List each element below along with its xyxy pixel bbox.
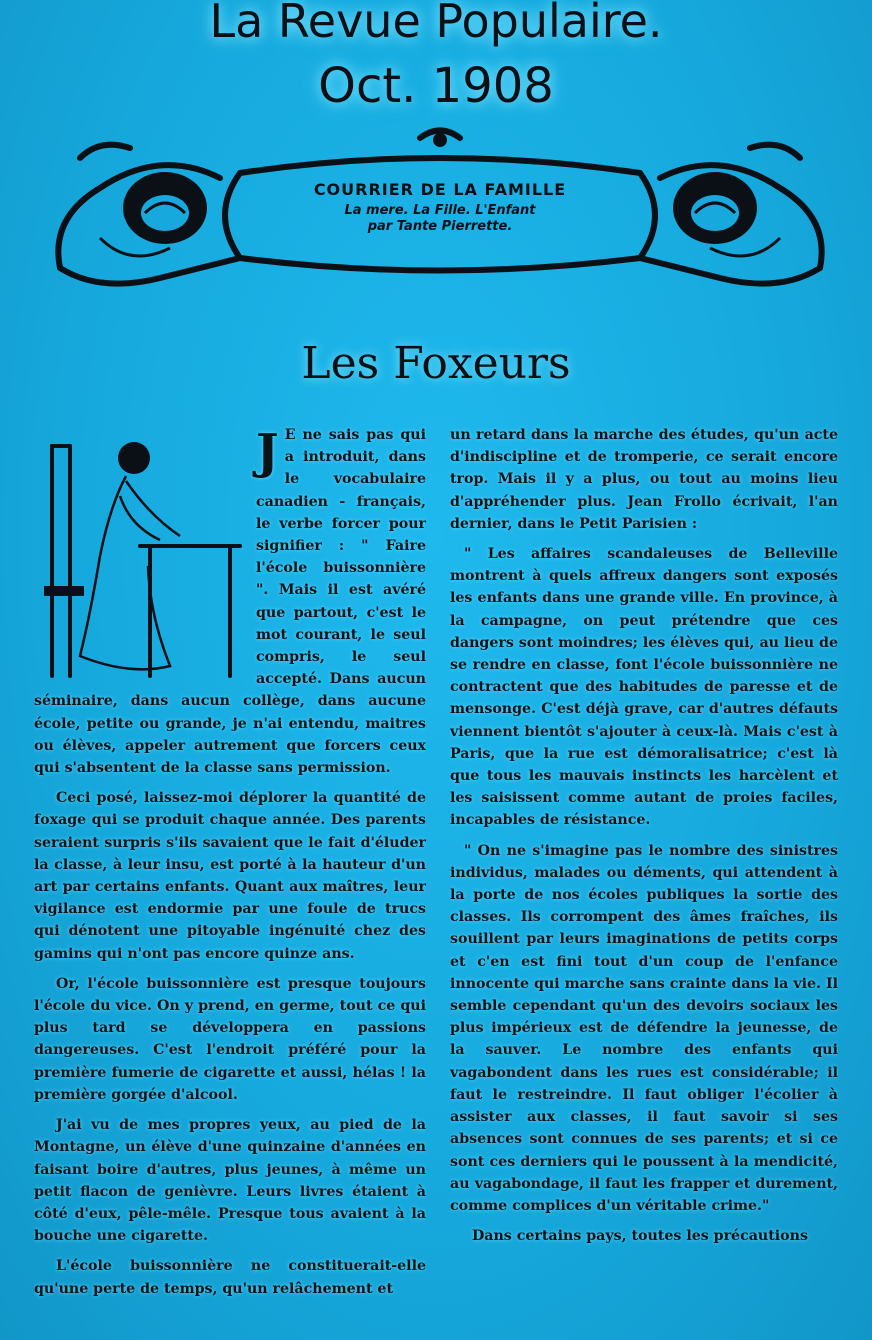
drop-cap: J xyxy=(256,424,279,480)
quote-paragraph: " Les affaires scandaleuses de Belleville montrent à quels affreux dangers sont exposés les enfants dans une grande ville. En province, à la campagne, on peut prétendre que ces dangers sont moindres; les élèves qui, au lieu de se rendre en classe, font l'école buissonnière ne contractent que des habitudes de paresse et de mensonge. C'est déjà grave, car d'autres défauts viennent bientôt s'ajouter à ceux-là. Mais c'est à Paris, que la rue est démoralisatrice; c'est là que tous les mauvais instincts les harcèlent et les saisissent comme autant de proies faciles, incapables de résistance. xyxy=(450,546,838,829)
paragraph: Ceci posé, laissez-moi déplorer la quantité de foxage qui se produit chaque année. Des parents seraient surpris s'ils savaient que le fait d'éluder la classe, à leur insu, est porté à la hauteur d'un art par certains enfants. Quant aux maîtres, leur vigilance est endormie par une foule de trucs qui dénotent une pitoyable ingénuité chez des gamins qui n'ont pas encore quinze ans. xyxy=(34,790,426,962)
paragraph: L'école buissonnière ne constituerait-elle qu'une perte de temps, qu'un relâchement et xyxy=(34,1258,426,1297)
magazine-title: La Revue Populaire. xyxy=(209,0,663,48)
paragraph: Or, l'école buissonnière est presque toujours l'école du vice. On y prend, en germe, tout ce qui plus tard se développera en passions dangereuses. C'est l'endroit préféré pour la première fumerie de cigarette et aussi, hélas ! la première gorgée d'alcool. xyxy=(34,975,426,1103)
banner-byline: par Tante Pierrette. xyxy=(367,219,513,234)
paragraph: un retard dans la marche des études, qu'un acte d'indiscipline et de tromperie, ce serait encore trop. Mais il y a plus, ou tout au moins lieu d'appréhender plus. Jean Frollo écrivait, l'an dernier, dans le Petit Parisien : xyxy=(450,427,838,532)
issue-date: Oct. 1908 xyxy=(318,58,554,114)
quote-paragraph: " On ne s'imagine pas le nombre des sinistres individus, malades ou déments, qui attendent à la porte de nos écoles publiques la sortie des classes. Ils corrompent des âmes fraîches, ils souillent par leurs imaginations de petits corps et c'en est fini tout d'un coup de l'enfance innocente qui marche sans crainte dans la vie. Il semble cependant qu'un des devoirs sociaux les plus impérieux est de défendre la jeunesse, de la sauver. Le nombre des enfants qui vagabondent dans les rues est considérable; il faut le restreindre. Il faut obliger l'écolier à assister aux classes, il faut savoir si ses absences sont connues de ses parents; et si ce sont ces derniers qui le poussent à la mendicité, au vagabondage, il faut les frapper et durement, comme complices d'un véritable crime." xyxy=(450,842,838,1214)
banner-heading: COURRIER DE LA FAMILLE xyxy=(313,180,567,199)
left-column xyxy=(34,424,426,1324)
column-banner xyxy=(40,118,840,304)
paragraph: J'ai vu de mes propres yeux, au pied de la Montagne, un élève d'une quinzaine d'années en faisant boire d'autres, plus jeunes, à même un petit flacon de genièvre. Leurs livres étaient à côté d'eux, pêle-mêle. Presque tous avaient à la bouche une cigarette. xyxy=(34,1117,426,1245)
woman-at-desk-icon xyxy=(34,436,246,688)
article-title: Les Foxeurs xyxy=(301,338,571,389)
right-column xyxy=(450,424,838,1324)
banner-caption xyxy=(290,180,590,234)
paragraph: Dans certains pays, toutes les précautions xyxy=(472,1228,808,1245)
illustration-woman-writing xyxy=(34,436,246,688)
lead-paragraph: E ne sais pas qui a introduit, dans le vocabulaire canadien - français, le verbe forcer pour signifier : " Faire l'école buissonnière ". Mais il est avéré que partout, c'est le mot courant, le seul compris, le seul accepté. Dans aucun séminaire, dans aucun collège, dans aucune école, petite ou grande, je n'ai entendu, maitres ou élèves, appeler autrement que forcers ceux qui s'absentent de la classe sans permission. xyxy=(34,427,426,777)
banner-subheading: La mere. La Fille. L'Enfant xyxy=(344,203,536,218)
